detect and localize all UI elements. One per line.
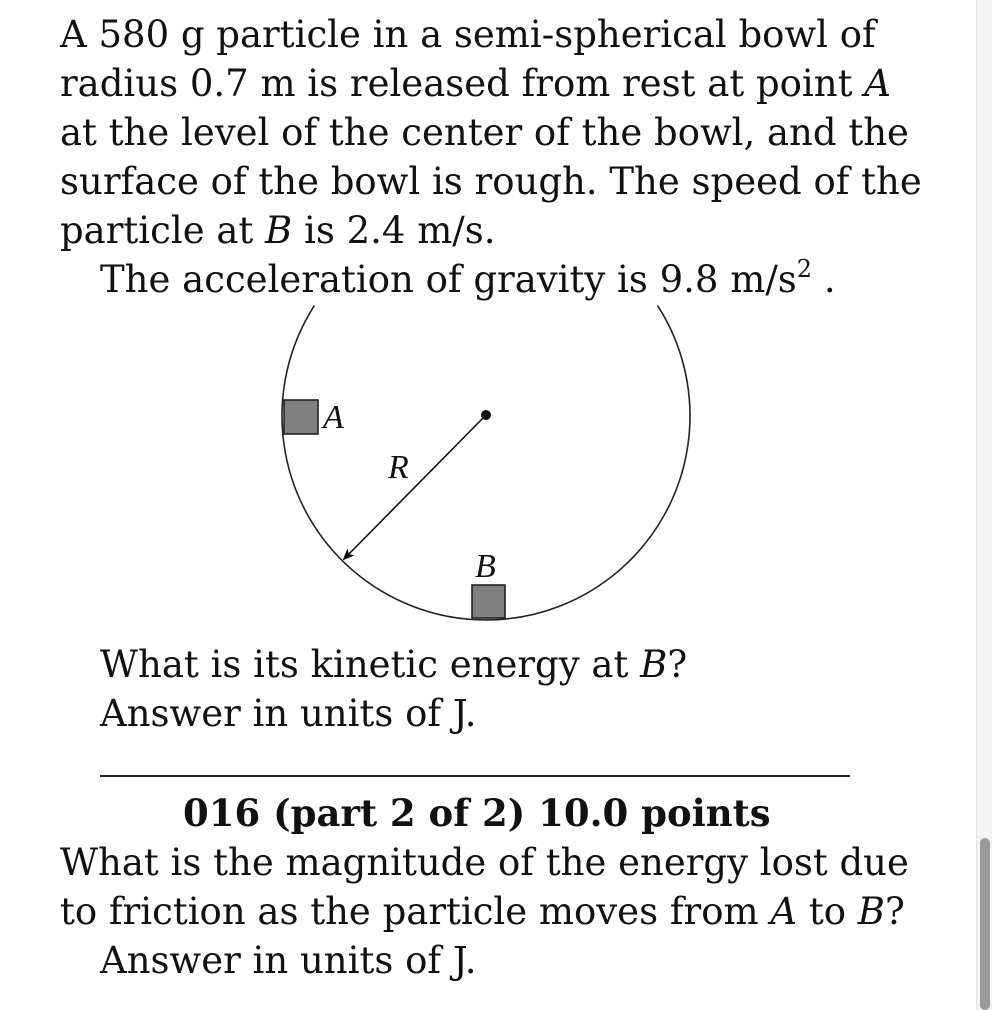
part2-answer-units-text: Answer in units of J. [100,939,477,982]
part2-question-line-1 [60,838,909,887]
part1-question-mark: ? [667,643,688,686]
part2-question-line-2-to: to [808,890,846,933]
problem-line-3 [60,108,909,157]
var-a: A [864,62,891,105]
problem-line-1-text: A 580 g particle in a semi-spherical bowl of [60,13,876,56]
section-divider [100,775,850,777]
part2-header-text: 016 (part 2 of 2) 10.0 points [183,791,771,835]
problem-line-4 [60,157,922,206]
gravity-exponent: 2 [796,254,813,283]
problem-line-2 [60,59,891,108]
problem-line-1 [60,10,876,59]
part1-question [100,640,687,689]
problem-line-5-text-a: particle at [60,209,254,252]
part2-var-b: B [857,890,885,933]
part1-question-text: What is its kinetic energy at [100,643,629,686]
problem-line-4-text: surface of the bowl is rough. The speed of the [60,160,922,203]
part1-answer-units [100,689,477,738]
problem-line-2-text: radius 0.7 m is released from rest at point [60,62,853,105]
part2-var-a: A [770,890,798,933]
part2-question-line-2-text-a: to friction as the particle moves from [60,890,759,933]
block-a [284,400,318,434]
part2-question-line-1-text: What is the magnitude of the energy lost due [60,841,909,884]
part2-question-mark: ? [884,890,905,933]
part2-question-line-2 [60,887,905,936]
block-b [472,585,505,618]
bowl-diagram [270,295,710,635]
part2-answer-units [100,936,477,985]
var-b: B [265,209,293,252]
part1-var-b: B [640,643,668,686]
gravity-period: . [823,258,836,301]
gravity-text: The acceleration of gravity is 9.8 m/s [100,258,797,301]
label-r: R [388,449,409,486]
part2-header [183,789,771,838]
radius-arrow [344,415,486,559]
problem-line-5 [60,206,496,255]
label-b: B [475,548,496,585]
label-a: A [323,399,344,436]
problem-line-3-text: at the level of the center of the bowl, and the [60,111,909,154]
part1-answer-units-text: Answer in units of J. [100,692,477,735]
scrollbar-thumb[interactable] [980,838,990,1010]
problem-line-5-text-b: is 2.4 m/s. [304,209,496,252]
